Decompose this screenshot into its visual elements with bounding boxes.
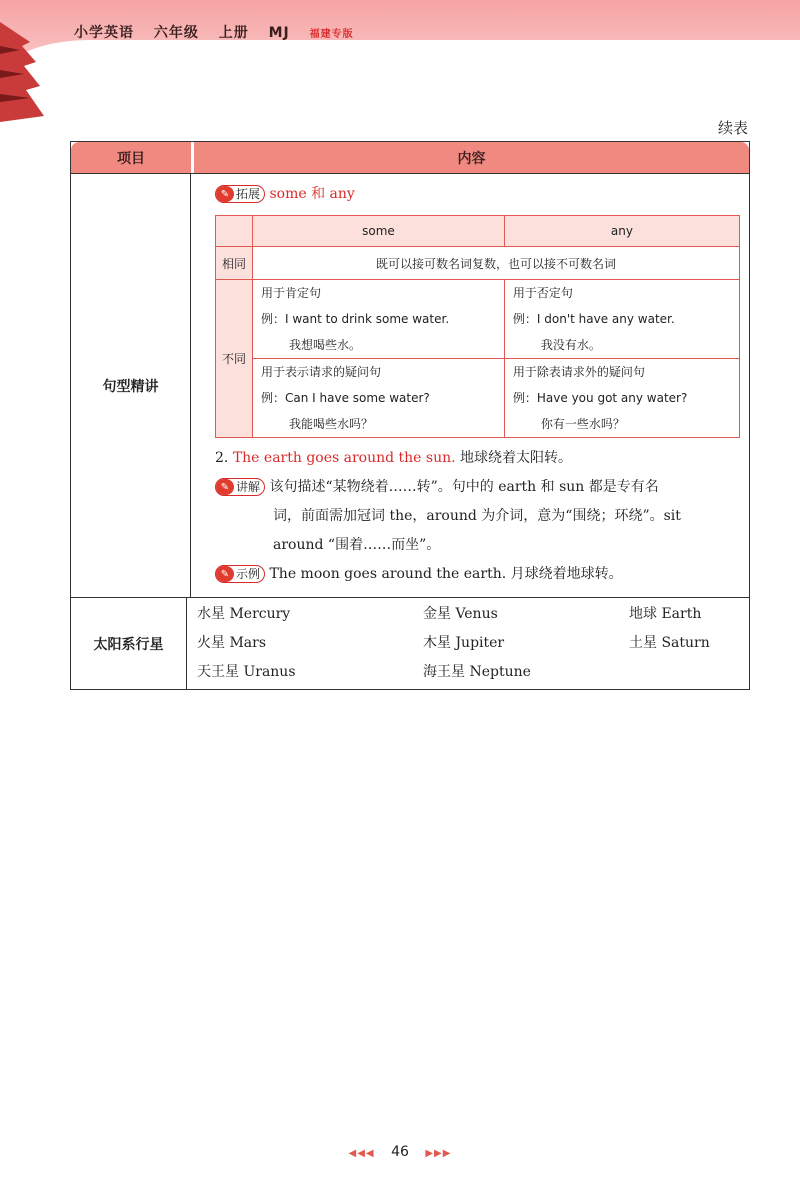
header-curve	[0, 40, 800, 100]
col-some: some	[253, 216, 505, 247]
planet-jupiter: 木星 Jupiter	[423, 635, 505, 651]
any-q-usage: 用于除表请求外的疑问句	[512, 365, 645, 379]
same-text: 既可以接可数名词复数，也可以接不可数名词	[253, 247, 740, 280]
pagoda-icon	[0, 12, 44, 122]
table-header	[71, 142, 749, 173]
subtable-row-diff-2	[216, 359, 740, 438]
planet-mars: 火星 Mars	[197, 635, 267, 651]
some-pos-trans: 我想喝些水。	[289, 338, 362, 352]
content-table	[70, 141, 750, 690]
expand-tag-label: 拓展	[236, 186, 261, 201]
planet-earth: 地球 Earth	[629, 606, 702, 622]
page-footer	[0, 1144, 800, 1160]
subtable-corner	[216, 216, 253, 247]
diff-label: 不同	[216, 280, 253, 438]
any-neg-usage: 用于否定句	[512, 286, 573, 300]
some-pos-usage: 用于肯定句	[261, 286, 322, 300]
row-label-sentence: 句型精讲	[71, 174, 191, 597]
page-number: 46	[391, 1144, 409, 1160]
header-subject: 小学英语	[74, 25, 134, 41]
col-content-header: 内容	[194, 142, 749, 173]
right-arrows-icon: ▶▶▶	[425, 1148, 452, 1159]
expand-tag	[215, 185, 265, 203]
example-text: The moon goes around the earth. 月球绕着地球转。	[269, 566, 623, 582]
row-body-sentence	[191, 174, 749, 597]
pencil-icon: ✎	[216, 186, 234, 202]
subtable-row-same	[216, 247, 740, 280]
sentence-number: 2.	[215, 450, 229, 466]
header-series: MJ	[268, 25, 290, 41]
explain-text-1: 该句描述“某物绕着……转”。句中的 earth 和 sun 都是专有名	[269, 479, 659, 495]
planet-neptune: 海王星 Neptune	[423, 664, 531, 680]
planet-saturn: 土星 Saturn	[629, 635, 710, 651]
planet-uranus: 天王星 Uranus	[197, 664, 296, 680]
book-header	[74, 22, 368, 42]
explain-line-1	[215, 473, 743, 502]
some-q-trans: 我能喝些水吗？	[289, 417, 374, 431]
left-arrows-icon: ◀◀◀	[348, 1148, 375, 1159]
table-row-planets	[71, 597, 749, 689]
some-any-table	[215, 215, 740, 438]
explain-line-2: 词，前面需加冠词 the，around 为介词，意为“围绕；环绕”。sit	[273, 508, 681, 524]
subtable-row-diff-1	[216, 280, 740, 359]
pencil-icon: ✎	[216, 479, 234, 495]
same-label: 相同	[216, 247, 253, 280]
pencil-icon: ✎	[216, 566, 234, 582]
any-negative-cell	[504, 280, 739, 359]
some-pos-example: 例：I want to drink some water.	[261, 312, 450, 326]
continue-label: 续表	[717, 119, 748, 137]
subtable-header	[216, 216, 740, 247]
some-question-cell	[253, 359, 505, 438]
example-tag	[215, 565, 265, 583]
explain-line-3: around “围着……而坐”。	[273, 537, 441, 553]
table-row-sentence	[71, 173, 749, 597]
col-item-header: 项目	[71, 142, 191, 173]
planet-mercury: 水星 Mercury	[197, 606, 291, 622]
col-any: any	[504, 216, 739, 247]
planet-list	[187, 598, 749, 689]
header-edition: 福建专版	[309, 29, 354, 40]
sentence-english: The earth goes around the sun.	[232, 450, 456, 466]
row-label-planets: 太阳系行星	[71, 598, 187, 689]
expand-title: some 和 any	[269, 186, 355, 202]
some-positive-cell	[253, 280, 505, 359]
some-q-example: 例：Can I have some water?	[261, 391, 430, 405]
header-grade: 六年级	[153, 25, 199, 41]
example-tag-label: 示例	[236, 566, 261, 581]
any-question-cell	[504, 359, 739, 438]
any-q-example: 例：Have you got any water?	[512, 391, 688, 405]
expand-line	[215, 180, 743, 209]
sentence-line	[215, 444, 743, 473]
planet-venus: 金星 Venus	[423, 606, 498, 622]
some-q-usage: 用于表示请求的疑问句	[261, 365, 382, 379]
sentence-chinese: 地球绕着太阳转。	[460, 450, 573, 466]
header-volume: 上册	[218, 25, 249, 41]
any-neg-trans: 我没有水。	[540, 338, 601, 352]
explain-tag-label: 讲解	[236, 479, 261, 494]
explain-tag	[215, 478, 265, 496]
any-neg-example: 例：I don't have any water.	[512, 312, 675, 326]
example-line	[215, 560, 743, 589]
any-q-trans: 你有一些水吗？	[540, 417, 625, 431]
